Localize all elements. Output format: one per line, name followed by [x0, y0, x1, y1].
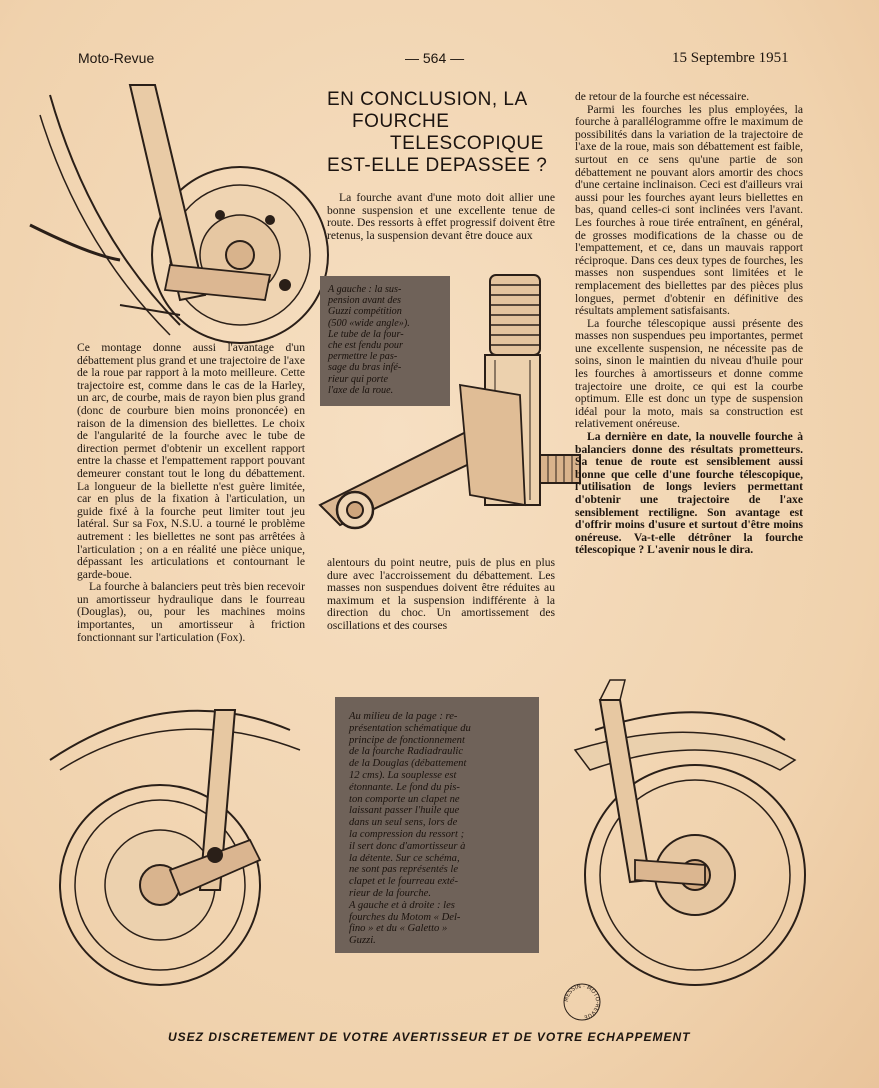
- caption-line: ne sont pas représentés le: [349, 864, 459, 876]
- right-paragraph-0: de retour de la fourche est nécessaire.: [575, 90, 750, 103]
- caption-line: che est fendu pour: [328, 340, 403, 352]
- headline-line-1: EN CONCLUSION, LA: [327, 89, 528, 110]
- caption-line: Guzzi.: [349, 935, 376, 947]
- caption-line: principe de fonctionnement: [349, 734, 465, 746]
- issue-date: 15 Septembre 1951: [672, 50, 789, 66]
- caption-line: la détente. Sur ce schéma,: [349, 852, 460, 864]
- caption-line: la compression du ressort ;: [349, 828, 465, 840]
- caption-line: (500 «wide angle»).: [328, 317, 410, 329]
- left-column-text: [77, 342, 305, 644]
- headline-line-4: EST-ELLE DEPASSEE ?: [327, 155, 548, 176]
- right-column-text: [575, 91, 803, 557]
- caption-line: il sert donc d'amortisseur à: [349, 840, 466, 852]
- caption-line: sage du bras infé-: [328, 362, 402, 374]
- caption-line: l'axe de la roue.: [328, 384, 394, 396]
- right-paragraph-1: Parmi les fourches les plus employées, la fourche à parallélogramme offre le maximum de possibilités dans la variation de la trajectoire de l'axe de la roue, mais son débattement est faible, surtout en ce sens qu'une partie de son débattement ne pouvant alors amortir des chocs d'une certaine inclinaison. Ceci est d'ailleurs vrai aussi pour les fourches ayant leurs biellettes en bas, quand celles-ci sont inclinées vers l'avant. Les fourches à roue tirée entraînent, en général, de grosses modifications de la chasse ou de l'empattement, et ce, dans un mauvais rapport réciproque. Dans ces deux types de fourches, les masses non suspendues sont limitées et le remplacement des biellettes par des pièces plus longues, permet d'obtenir en définitive des résultats amplement satisfaisants.: [575, 102, 803, 318]
- caption-line: pension avant des: [328, 295, 401, 307]
- caption-line: présentation schématique du: [349, 722, 471, 734]
- caption-line: A gauche : la sus-: [328, 284, 402, 295]
- footer-slogan: USEZ DISCRETEMENT DE VOTRE AVERTISSEUR ET DE VOTRE ECHAPPEMENT: [168, 1030, 691, 1044]
- guzzi-hub-illustration: [30, 85, 330, 345]
- right-paragraph-2: La fourche télescopique aussi présente des masses non suspendues peu importantes, permet une excellente suspension, ne nécessite pas de soins, sinon le maintien du niveau d'huile pour les fourches à amortisseurs et donne comme trajectoire une droite, ce qui est la courbe optimum. Elle est donc un type de suspension idéal pour la moto, mais sa construction est relativement onéreuse.: [575, 316, 803, 431]
- caption-line: Le tube de la four-: [328, 328, 404, 340]
- caption-line: laissant passer l'huile que: [349, 805, 460, 817]
- caption-bottom: [335, 697, 539, 953]
- caption-line: permettre le pas-: [328, 351, 398, 363]
- caption-line: clapet et le fourreau exté-: [349, 876, 459, 888]
- messin-stamp: [562, 982, 602, 1022]
- caption-line: ton comporte un clapet ne: [349, 793, 460, 805]
- magazine-name: Moto-Revue: [78, 50, 155, 66]
- continued-paragraph: alentours du point neutre, puis de plus en plus dure avec l'accroissement du débattement. Les masses non suspendues doivent être réduites au maximum et la suspension indifférente à la direction du choc. Un amortissement des oscillations et des courses: [327, 556, 555, 632]
- caption-line: de la Douglas (débattement: [349, 758, 467, 770]
- headline-line-2: FOURCHE: [352, 111, 450, 132]
- caption-line: Au milieu de la page : re-: [349, 711, 458, 722]
- headline-line-3: TELESCOPIQUE: [390, 133, 544, 154]
- douglas-fork-illustration: [320, 265, 580, 545]
- galetto-fork-illustration: [555, 670, 835, 1000]
- intro-text: [327, 192, 555, 242]
- caption-line: rieur de la fourche.: [349, 887, 431, 899]
- caption-line: 12 cms). La souplesse est: [349, 769, 457, 781]
- left-paragraph-1: Ce montage donne aussi l'avantage d'un débattement plus grand et une trajectoire de l'axe de la roue par rapport à la moto meilleure. Cette trajectoire est, comme dans le cas de la Harley, un arc, de courbe, mais de rayon bien plus grand (donc de courbure bien moins prononcée) en raison de la dimension des biellettes. Le choix de l'angularité de la fourche avec le tube de direction permet d'obtenir un excellent rapport entre la chasse et l'empattement rapport pouvant demeurer constant tout le long du débattement. La longueur de la biellette n'est guère limitée, car en plus de la fixation à l'articulation, un guide fixé à la fourche peut limiter tout jeu latéral. Sur sa Fox, N.S.U. a tourné le problème autrement : les biellettes ne sont pas arrêtées à l'articulation ; on a en réalité une pièce unique, dépassant les articulations et contournant le garde-boue.: [77, 341, 305, 581]
- right-paragraph-3: La dernière en date, la nouvelle fourche à balanciers donne des résultats prometteurs. Sa tenue de route est sensiblement aussi bonne que celle d'une fourche télescopique, l'utilisation de longs leviers permettant d'obtenir une trajectoire de l'axe sensiblement rectiligne. Son avantage est d'offrir moins d'usure et surtout d'être moins onéreuse. Va-t-elle détrôner la fourche télescopique ? L'avenir nous le dira.: [575, 430, 803, 557]
- caption-line: fino » et du « Galetto »: [349, 923, 448, 935]
- caption-line: A gauche et à droite : les: [349, 899, 455, 911]
- stamp-text: MESSIN · MOTO-REVUE: [563, 983, 601, 1020]
- motom-fork-illustration: [50, 690, 310, 990]
- middle-continued-text: [327, 557, 555, 633]
- caption-line: rieur qui porte: [328, 373, 388, 385]
- intro-paragraph: La fourche avant d'une moto doit allier une bonne suspension et une excellente tenue de route. Des ressorts à effet progressif doivent être retenus, la suspension devant être douce aux: [327, 191, 555, 242]
- page-number: — 564 —: [405, 50, 465, 66]
- caption-line: de la fourche Radiadraulic: [349, 746, 464, 758]
- left-paragraph-2: La fourche à balanciers peut très bien recevoir un amortisseur hydraulique dans le fourreau (Douglas), ou, pour les machines moins importantes, un amortisseur à friction fonctionnant sur l'articulation (Fox).: [77, 580, 305, 644]
- caption-line: dans un seul sens, lors de: [349, 817, 458, 829]
- caption-line: fourches du Motom « Del-: [349, 911, 461, 923]
- caption-line: étonnante. Le fond du pis-: [349, 781, 460, 793]
- caption-line: Guzzi compétition: [328, 306, 402, 318]
